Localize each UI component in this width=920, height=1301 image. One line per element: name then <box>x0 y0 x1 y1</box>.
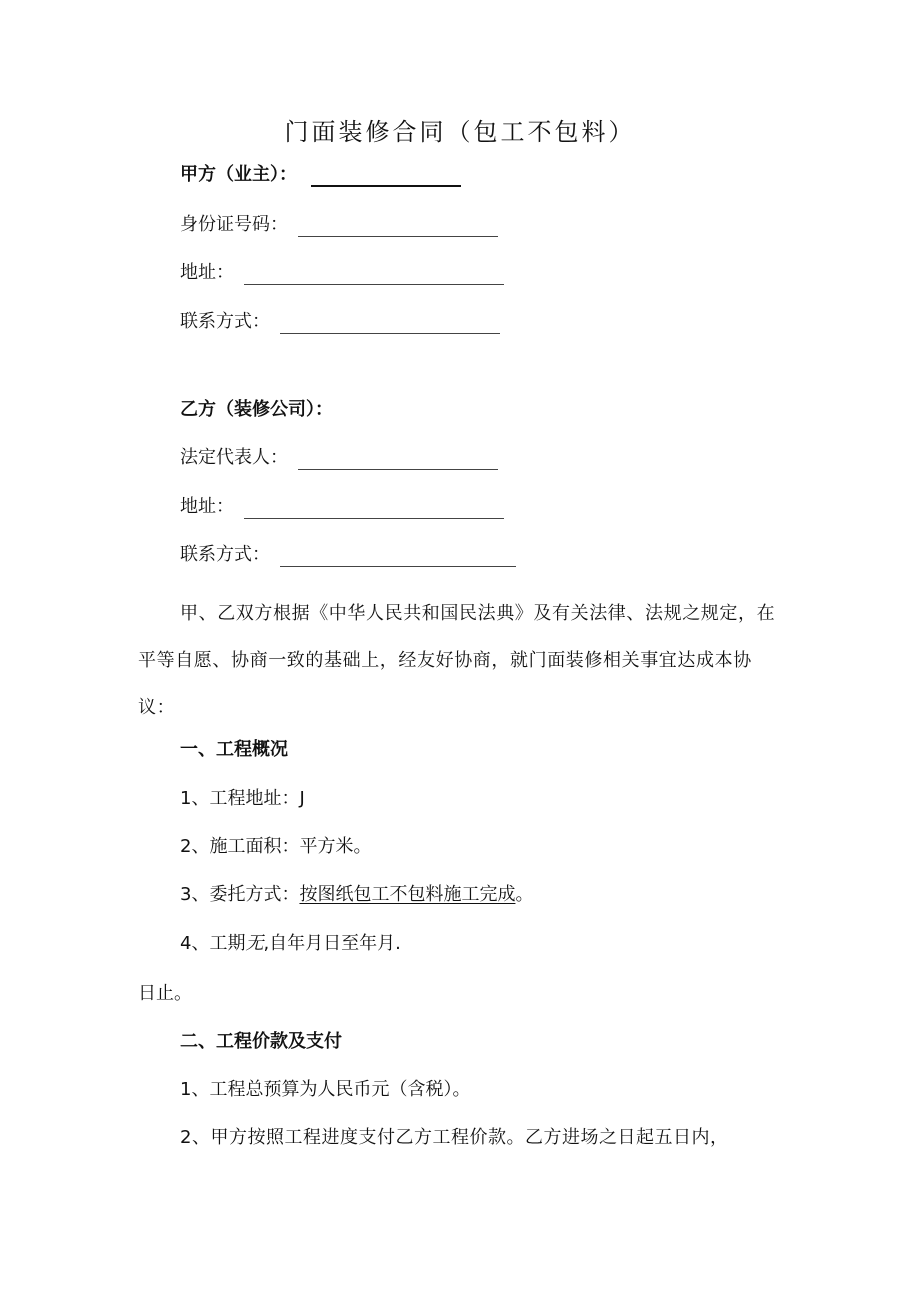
party-a-heading: 甲方（业主）： <box>180 164 297 185</box>
party-b-rep-row <box>180 446 498 470</box>
section-1-item-3 <box>180 883 533 907</box>
party-b-rep-label: 法定代表人： <box>180 447 288 468</box>
section-1-item-2: 2、施工面积：平方米。 <box>180 836 372 857</box>
item-3-underlined-text: 按图纸包工不包料施工完成 <box>299 884 516 905</box>
item-4-suffix: ,自年月日至年月. <box>263 933 401 954</box>
party-a-contact-blank <box>280 315 500 334</box>
intro-paragraph: 甲、乙双方根据《中华人民共和国民法典》及有关法律、法规之规定，在平等自愿、协商一致的基础上，经友好协商，就门面装修相关事宜达成本协议： <box>138 603 776 718</box>
item-4-italic: 无 <box>245 933 264 954</box>
party-b-contact-blank <box>280 548 516 567</box>
party-a-heading-row <box>180 163 461 187</box>
party-a-id-label: 身份证号码： <box>180 214 288 235</box>
party-a-address-blank <box>244 266 504 285</box>
party-b-contact-label: 联系方式： <box>180 544 270 565</box>
party-a-address-row <box>180 261 504 285</box>
section-2-item-1: 1、工程总预算为人民币元（含税）。 <box>180 1079 471 1100</box>
party-a-id-blank <box>298 218 498 237</box>
item-3-suffix: 。 <box>515 884 534 905</box>
party-b-rep-blank <box>298 451 498 470</box>
section-2-item-2: 2、甲方按照工程进度支付乙方工程价款。乙方进场之日起五日内， <box>180 1127 729 1148</box>
section-1-heading: 一、工程概况 <box>180 739 288 760</box>
party-b-contact-row <box>180 543 516 567</box>
party-a-contact-label: 联系方式： <box>180 311 270 332</box>
party-b-heading: 乙方（装修公司）： <box>180 399 333 420</box>
party-a-id-row <box>180 213 498 237</box>
section-1-item-4-continuation: 日止。 <box>138 983 192 1004</box>
party-b-address-blank <box>244 500 504 519</box>
document-title: 门面装修合同（包工不包料） <box>284 118 636 146</box>
party-b-address-row <box>180 495 504 519</box>
item-4-prefix: 4、工期 <box>180 933 246 954</box>
section-1-item-4 <box>180 932 401 956</box>
party-a-name-blank <box>311 167 461 187</box>
party-a-address-label: 地址： <box>180 262 234 283</box>
party-b-address-label: 地址： <box>180 496 234 517</box>
party-b-heading-row <box>180 398 333 422</box>
item-3-prefix: 3、委托方式： <box>180 884 300 905</box>
section-1-item-1: 1、工程地址：J <box>180 788 305 809</box>
party-a-contact-row <box>180 310 500 334</box>
section-2-heading: 二、工程价款及支付 <box>180 1031 342 1052</box>
